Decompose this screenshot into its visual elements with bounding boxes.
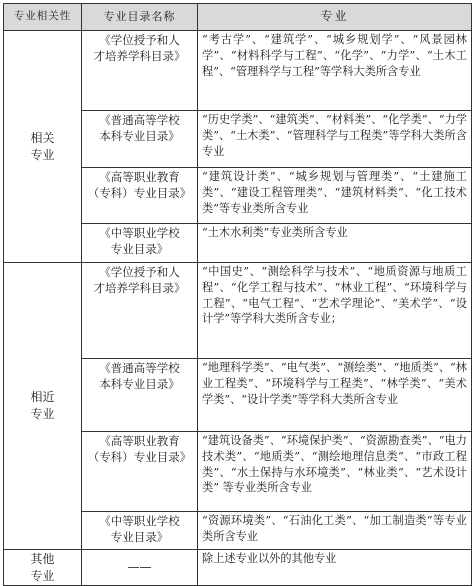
header-row xyxy=(4,4,472,31)
major-list: 除上述专业以外的其他专业 xyxy=(198,550,472,586)
qualification-table-container xyxy=(3,3,471,583)
category-similar: 相近 专业 xyxy=(4,263,82,550)
catalog-source: 《高等职业教育 （专科）专业目录》 xyxy=(82,432,198,512)
major-list: “建筑设计类”、“城乡规划与管理类”、“土建施工类”、“建设工程管理类”、“建筑材料类”、“化工技术类”等专业类所含专业 xyxy=(198,168,472,224)
major-list: “历史学类”、“建筑类”、“材料类”、“化学类”、“力学类”、“土木类”、“管理科学与工程类”等学科大类所含专业 xyxy=(198,111,472,168)
major-relevance-table xyxy=(3,3,472,586)
major-list: “资源环境类”、“石油化工类”、“加工制造类”等专业类所含专业 xyxy=(198,512,472,550)
major-list: “土木水利类”专业类所含专业 xyxy=(198,224,472,263)
catalog-source: 《高等职业教育 （专科）专业目录》 xyxy=(82,168,198,224)
category-related: 相关 专业 xyxy=(4,31,82,263)
major-list: “建筑设备类”、“环境保护类”、“资源勘查类”、“电力技术类”、“地质类”、“测绘地理信息类”、“市政工程类”、“水土保持与水环境类”、“林业类”、“艺术设计类” 等专业类所含专业 xyxy=(198,432,472,512)
catalog-source: 《学位授予和人 才培养学科目录》 xyxy=(82,31,198,111)
major-list: “地理科学类”、“电气类”、“测绘类”、“地质类”、“林业工程类”、“环境科学与工程类”、“林学类”、“美术学类”、“设计学类”等学科大类所含专业 xyxy=(198,359,472,432)
header-relevance: 专业相关性 xyxy=(4,4,82,31)
table-row xyxy=(4,263,472,359)
header-catalog-name: 专业目录名称 xyxy=(82,4,198,31)
catalog-source: 《中等职业学校 专业目录》 xyxy=(82,224,198,263)
catalog-source: 《普通高等学校 本科专业目录》 xyxy=(82,111,198,168)
catalog-source: 《中等职业学校 专业目录》 xyxy=(82,512,198,550)
catalog-source-none: —— xyxy=(82,550,198,586)
catalog-source: 《普通高等学校 本科专业目录》 xyxy=(82,359,198,432)
table-row xyxy=(4,31,472,111)
header-major: 专业 xyxy=(198,4,472,31)
category-other: 其他 专业 xyxy=(4,550,82,586)
major-list: “考古学”、“建筑学”、“城乡规划学”、“风景园林学”、“材料科学与工程”、“化学”、“力学”、“土木工程”、“管理科学与工程”等学科大类所含专业 xyxy=(198,31,472,111)
major-list: “中国史”、“测绘科学与技术”、“地质资源与地质工程”、“化学工程与技术”、“林业工程”、“环境科学与工程”、“电气工程”、“艺术学理论”、“美术学”、“设计学”等学科大类所含专业； xyxy=(198,263,472,359)
catalog-source: 《学位授予和人 才培养学科目录》 xyxy=(82,263,198,359)
